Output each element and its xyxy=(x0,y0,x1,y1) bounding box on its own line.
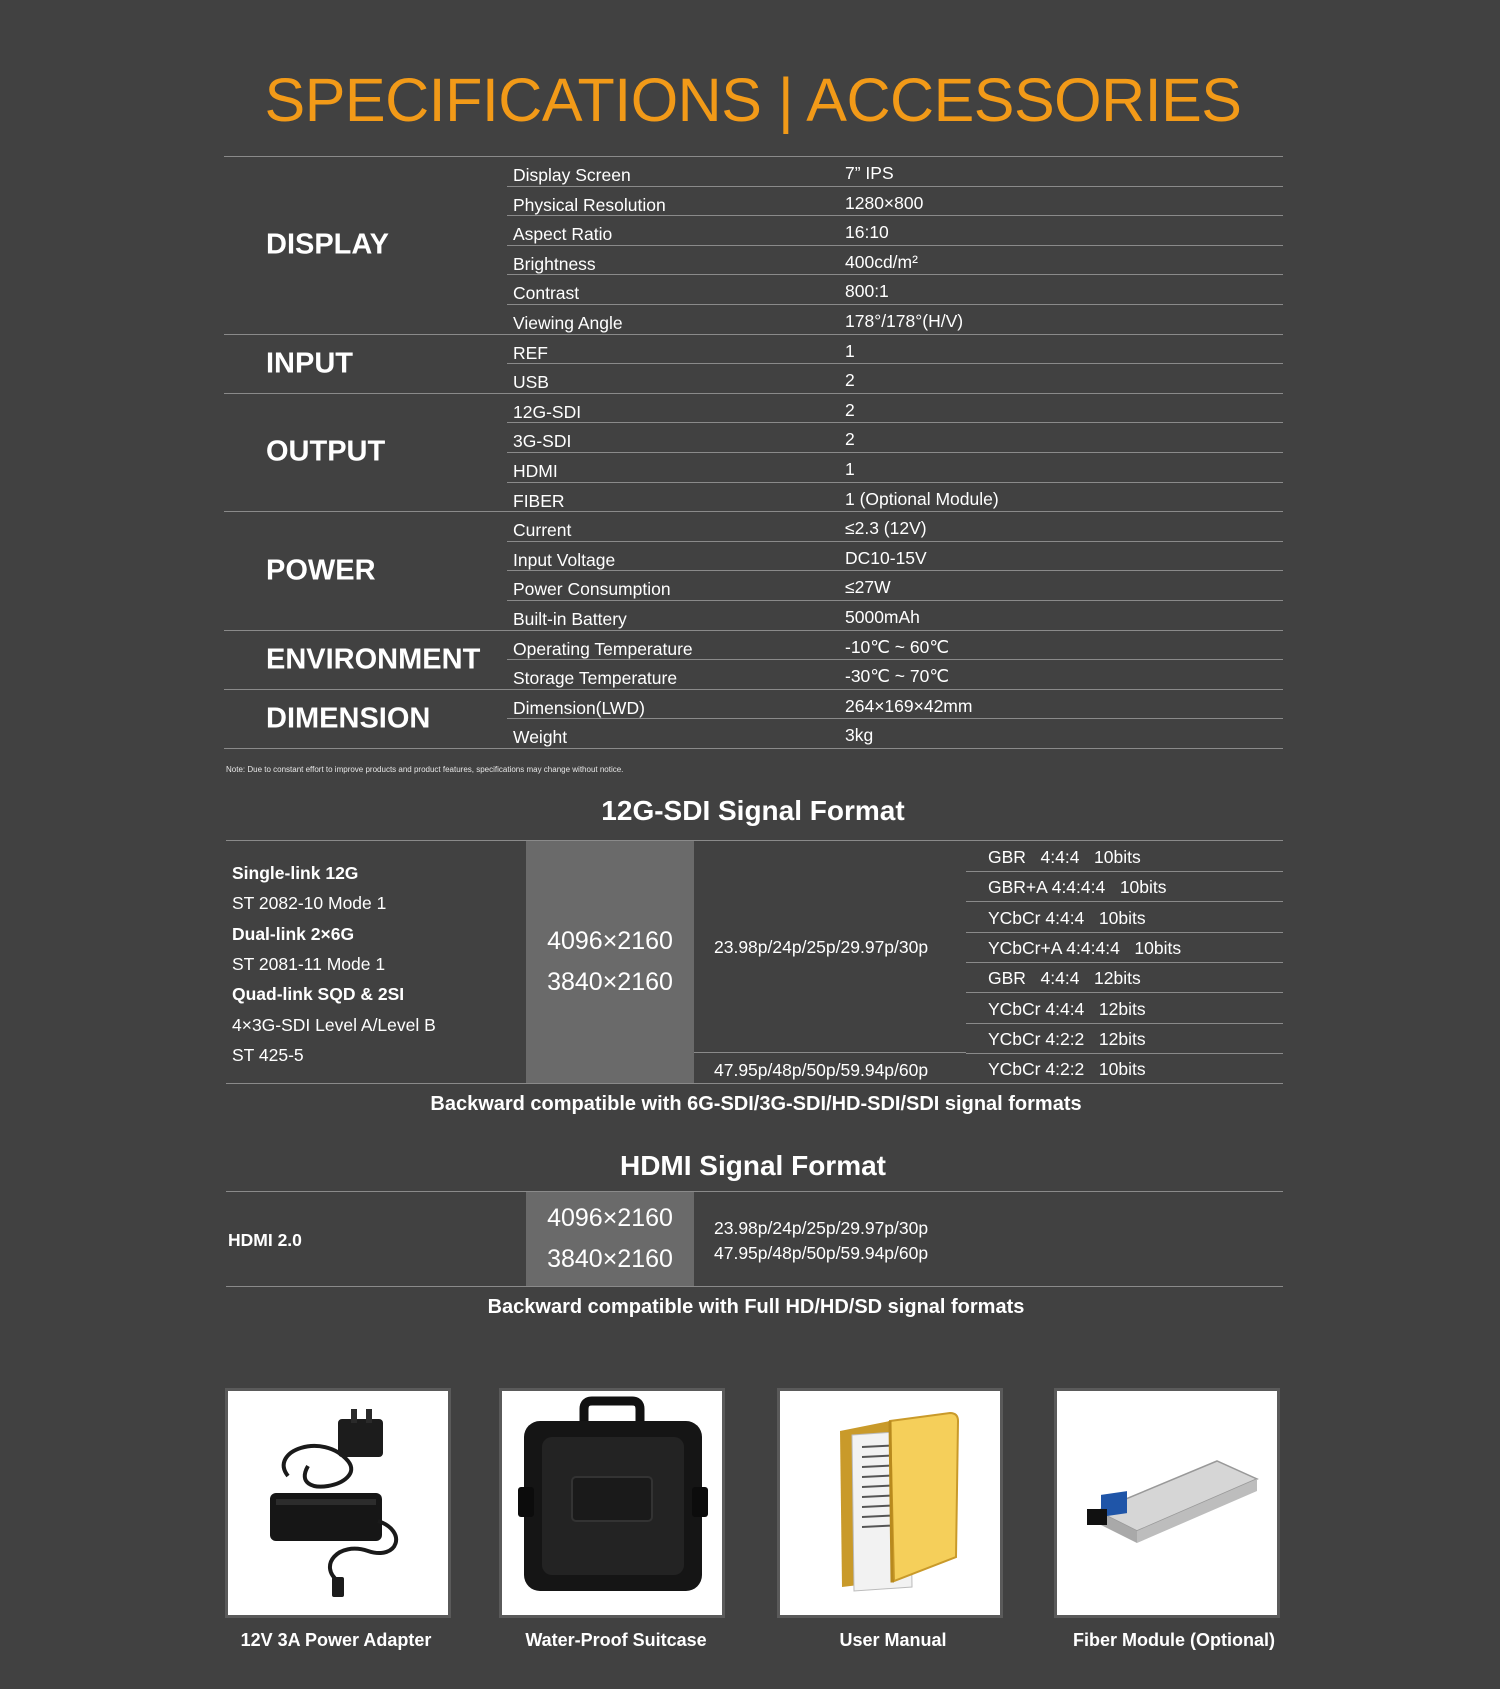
spec-value: 5000mAh xyxy=(845,606,920,627)
divider xyxy=(226,1286,1283,1287)
spec-row xyxy=(507,601,1283,630)
spec-row xyxy=(507,453,1283,483)
spec-key: Current xyxy=(513,520,572,541)
spec-value: ≤2.3 (12V) xyxy=(845,518,927,539)
spec-key: REF xyxy=(513,342,548,363)
sdi-format-row xyxy=(966,902,1283,933)
spec-key: Operating Temperature xyxy=(513,638,693,659)
spec-row xyxy=(507,187,1283,217)
hdmi-compat-note: Backward compatible with Full HD/HD/SD signal formats xyxy=(487,1296,1025,1318)
spec-row xyxy=(507,246,1283,276)
spec-group xyxy=(224,393,1283,511)
spec-value: 2 xyxy=(845,399,855,420)
spec-value: 178°/178°(H/V) xyxy=(845,310,964,331)
spec-group xyxy=(224,156,1283,334)
spec-value: 1 xyxy=(845,340,855,361)
spec-value: -10℃ ~ 60℃ xyxy=(845,636,950,657)
hdmi-version-label: HDMI 2.0 xyxy=(228,1230,302,1250)
hdmi-frame-rates: 23.98p/24p/25p/29.97p/30p xyxy=(714,1218,929,1238)
page-title: SPECIFICATIONS | ACCESSORIES xyxy=(264,66,1242,134)
spec-group xyxy=(224,511,1283,629)
spec-key: HDMI xyxy=(513,460,558,481)
sdi-resolution: 4096×2160 xyxy=(547,927,673,955)
spec-group-name: POWER xyxy=(266,554,376,587)
spec-row xyxy=(507,631,1283,661)
spec-value: -30℃ ~ 70℃ xyxy=(845,666,950,687)
accessory-label: 12V 3A Power Adapter xyxy=(240,1630,432,1650)
spec-row xyxy=(507,216,1283,246)
spec-row xyxy=(507,305,1283,334)
spec-note: Note: Due to constant effort to improve products and product features, specifications may change without notice. xyxy=(226,765,624,774)
hdmi-resolution: 4096×2160 xyxy=(547,1204,673,1232)
spec-row xyxy=(507,394,1283,424)
spec-key: Brightness xyxy=(513,253,596,274)
divider xyxy=(224,748,1283,749)
sdi-link-item: ST 2081-11 Mode 1 xyxy=(232,953,386,974)
sdi-format-text: GBR+A 4:4:4:4 10bits xyxy=(988,877,1167,898)
spec-group xyxy=(224,689,1283,748)
sdi-link-item: Single-link 12G xyxy=(232,863,359,883)
sdi-compat-note: Backward compatible with 6G-SDI/3G-SDI/HD-SDI/SDI signal formats xyxy=(430,1093,1082,1115)
spec-key: USB xyxy=(513,372,549,393)
spec-key: Built-in Battery xyxy=(513,608,627,629)
spec-row xyxy=(507,690,1283,720)
accessory-label: Water-Proof Suitcase xyxy=(525,1630,707,1650)
power-adapter-image xyxy=(225,1388,451,1618)
spec-row xyxy=(507,483,1283,512)
sdi-format-row xyxy=(966,841,1283,872)
spec-key: 3G-SDI xyxy=(513,431,572,452)
spec-value: DC10-15V xyxy=(845,547,927,568)
spec-value: 3kg xyxy=(845,725,874,746)
divider xyxy=(226,1191,1283,1192)
spec-row xyxy=(507,542,1283,572)
spec-group-name: INPUT xyxy=(266,347,353,380)
accessory-label: Fiber Module (Optional) xyxy=(1073,1630,1275,1650)
fiber-module-image xyxy=(1054,1388,1280,1618)
hdmi-frame-rates: 47.95p/48p/50p/59.94p/60p xyxy=(714,1243,929,1263)
spec-key: Aspect Ratio xyxy=(513,224,613,245)
sdi-frame-rates-high: 47.95p/48p/50p/59.94p/60p xyxy=(714,1060,929,1080)
divider xyxy=(694,1052,966,1053)
spec-value: 264×169×42mm xyxy=(845,695,973,716)
spec-key: Contrast xyxy=(513,283,580,304)
spec-row xyxy=(507,571,1283,601)
spec-key: Input Voltage xyxy=(513,549,616,570)
spec-row xyxy=(507,275,1283,305)
spec-group xyxy=(224,334,1283,393)
spec-value: 2 xyxy=(845,370,855,391)
sdi-frame-rates-low: 23.98p/24p/25p/29.97p/30p xyxy=(714,937,929,957)
spec-key: FIBER xyxy=(513,490,565,511)
sdi-link-item: ST 425-5 xyxy=(232,1044,304,1065)
hdmi-resolution-cell xyxy=(526,1192,694,1286)
spec-value: 400cd/m² xyxy=(845,251,918,272)
sdi-link-item: Dual-link 2×6G xyxy=(232,923,355,944)
divider xyxy=(226,1083,1283,1084)
spec-value: 1 xyxy=(845,458,855,479)
suitcase-image xyxy=(499,1388,725,1618)
sdi-format-text: GBR 4:4:4 12bits xyxy=(988,968,1141,989)
sdi-link-item: ST 2082-10 Mode 1 xyxy=(232,893,387,914)
accessory-label: User Manual xyxy=(839,1630,947,1650)
spec-group-name: DIMENSION xyxy=(266,702,431,735)
spec-table xyxy=(224,156,1283,749)
spec-row xyxy=(507,660,1283,689)
spec-value: 7” IPS xyxy=(845,163,894,183)
spec-row xyxy=(507,719,1283,748)
sdi-format-text: YCbCr 4:2:2 10bits xyxy=(988,1059,1146,1080)
spec-key: Viewing Angle xyxy=(513,312,623,333)
spec-key: Weight xyxy=(513,727,568,748)
sdi-resolution-cell xyxy=(526,841,694,1083)
sdi-format-row xyxy=(966,993,1283,1024)
sdi-resolution: 3840×2160 xyxy=(547,968,673,996)
spec-group-name: ENVIRONMENT xyxy=(266,643,481,676)
spec-key: Physical Resolution xyxy=(513,194,666,215)
spec-row xyxy=(507,423,1283,453)
sdi-format-text: GBR 4:4:4 10bits xyxy=(988,847,1141,867)
hdmi-section-title: HDMI Signal Format xyxy=(619,1150,886,1181)
spec-group-name: OUTPUT xyxy=(266,435,386,468)
spec-key: Dimension(LWD) xyxy=(513,697,645,718)
spec-value: 1 (Optional Module) xyxy=(845,488,999,509)
spec-key: 12G-SDI xyxy=(513,401,582,422)
sdi-format-row xyxy=(966,1023,1283,1054)
sdi-format-row xyxy=(966,962,1283,993)
sdi-format-row xyxy=(966,1053,1283,1083)
spec-key: Storage Temperature xyxy=(513,668,678,689)
sdi-format-text: YCbCr 4:2:2 12bits xyxy=(988,1028,1146,1049)
spec-value: 1280×800 xyxy=(845,192,924,213)
spec-value: 16:10 xyxy=(845,222,889,243)
sdi-link-item: Quad-link SQD & 2SI xyxy=(232,984,405,1005)
sdi-link-item: 4×3G-SDI Level A/Level B xyxy=(232,1014,436,1035)
spec-key: Power Consumption xyxy=(513,579,671,600)
sdi-format-text: YCbCr 4:4:4 10bits xyxy=(988,907,1146,928)
sdi-format-row xyxy=(966,932,1283,963)
manual-folder-image xyxy=(777,1388,1003,1618)
spec-row xyxy=(507,512,1283,542)
spec-value: 800:1 xyxy=(845,281,889,302)
sdi-section-title: 12G-SDI Signal Format xyxy=(601,795,905,826)
sdi-format-text: YCbCr+A 4:4:4:4 10bits xyxy=(988,937,1182,958)
spec-group-name: DISPLAY xyxy=(266,228,390,261)
sdi-format-row xyxy=(966,871,1283,902)
spec-row xyxy=(507,335,1283,365)
spec-value: ≤27W xyxy=(845,577,891,598)
sdi-format-text: YCbCr 4:4:4 12bits xyxy=(988,998,1146,1019)
spec-group xyxy=(224,630,1283,689)
spec-value: 2 xyxy=(845,429,855,450)
spec-row xyxy=(507,157,1283,187)
spec-key: Display Screen xyxy=(513,165,631,185)
spec-row xyxy=(507,364,1283,393)
hdmi-resolution: 3840×2160 xyxy=(547,1245,673,1273)
